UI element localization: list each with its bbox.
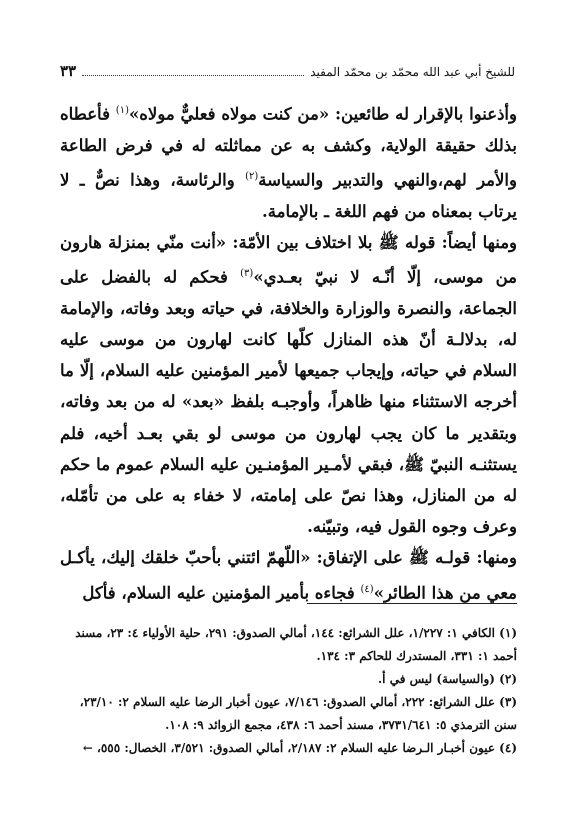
p2-text: قوله ﷺ بلا اختلاف بين الأمّة: «أنت منّي بمنزلة هارون من موسى، إلّا أنّـه لا نبيّ بعـدي» <box>60 232 517 287</box>
p1-end: والرئاسة، وهذا نصٌّ ـ لا يرتاب بمعناه من فهم اللغة ـ بالإمامة. <box>60 170 517 221</box>
paragraph-3 <box>60 542 517 608</box>
p3-rest: فجاءه بأمير المؤمنين عليه السلام، فأكل <box>82 583 361 603</box>
footnote-ref-2[interactable]: (٢) <box>245 170 259 182</box>
footnote-number: (٣) <box>499 695 517 709</box>
footnote-divider <box>307 603 517 604</box>
p3-lead: ومنها: <box>476 548 517 568</box>
footnote-2 <box>58 668 517 691</box>
p3-text: قولـه ﷺ على الإتفاق: «اللّهمّ ائتني بأحبّ خلقك إليك، يأكـل معي من هذا الطائر» <box>60 548 517 603</box>
page-number: ٣٣ <box>60 62 77 80</box>
header-dot-leader <box>82 67 304 76</box>
footnote-4 <box>58 737 517 760</box>
footnote-3 <box>58 691 517 737</box>
footnote-ref-4[interactable]: (٤) <box>360 583 374 595</box>
p1-text: وأذعنوا بالإقرار له طائعين: «من كنت مولاه فعليٌّ مولاه» <box>128 104 517 124</box>
running-header <box>60 62 515 80</box>
footnote-ref-3[interactable]: (٣) <box>240 268 254 280</box>
p1-rest: فأعطاه بذلك حقيقة الولاية، وكشف به عن مماثلته له في فرض الطاعة والأمر لهم،والنهي والتدبير والسياسة <box>60 104 517 190</box>
footnote-number: (١) <box>499 626 517 640</box>
footnote-text: عيون أخبـار الـرضا عليه السلام ٢: ٢/١٨٧، أمالي الصدوق: ٣/٥٢١، الخصال: ٥٥٥، <box>96 741 495 755</box>
p2-rest: فحكم له بالفضل على الجماعة، والنصرة والوزارة والخلافة، في حياته وبعد وفاته، والإمامة له، بدلالـة أنّ هذه المنازل كلّها كانت لهارون من موسى عليه السلام في حياته، وإيجاب جميعها لأمير المؤمنين عليه السلام، إلّا ما أخرجه الاستثناء منها ظاهراً، وأوجبـه بلفظ «بعد» له من بعد وفاته، وبتقدير ما كان يجب لهارون من موسى لو بقي بعـد أخيه، فلم يستثنـه النبيّ ﷺ، فبقي لأمـير المؤمنـين عليه السلام عموم ما حكم له من المنازل، وهذا نصّ على إمامته، لا خفاء به على من تأمّله، وعرف وجوه القول فيه، وتبيّنه. <box>60 267 517 537</box>
paragraph-2 <box>60 227 517 543</box>
footnote-text: الكافي ١: ١/٢٢٧، علل الشرائع: ١٤٤، أمالي الصدوق: ٢٩١، حلية الأولياء ٤: ٢٣، مسند أحمد ١: ٣٣١، المستدرك للحاكم ٣: ١٣٤. <box>75 626 517 663</box>
footnotes <box>58 622 517 760</box>
main-text <box>60 95 517 608</box>
p2-lead: ومنها أيضاً: <box>441 232 518 252</box>
footnote-number: (٤) <box>499 741 517 755</box>
footnote-ref-1[interactable]: (١) <box>115 105 129 116</box>
paragraph-1 <box>60 95 517 227</box>
footnote-text: (والسياسة) ليس في أ. <box>378 672 495 686</box>
footnote-text: علل الشرائع: ٢٢٢، أمالي الصدوق: ٧/١٤٦، عيون أخبار الرضا عليه السلام ٢: ٢٣/١٠، سنن الترمذي ٥: ٣٧٣١/٦٤١، مسند أحمد ٦: ٤٣٨، مجمع الزوائد ٩: ١٠٨. <box>79 695 517 732</box>
header-title: للشيخ أبي عبد الله محمّد بن محمّد المفيد <box>310 65 515 79</box>
footnote-1 <box>58 622 517 668</box>
continuation-arrow-icon: ← <box>82 741 93 755</box>
footnote-number: (٢) <box>499 672 517 686</box>
